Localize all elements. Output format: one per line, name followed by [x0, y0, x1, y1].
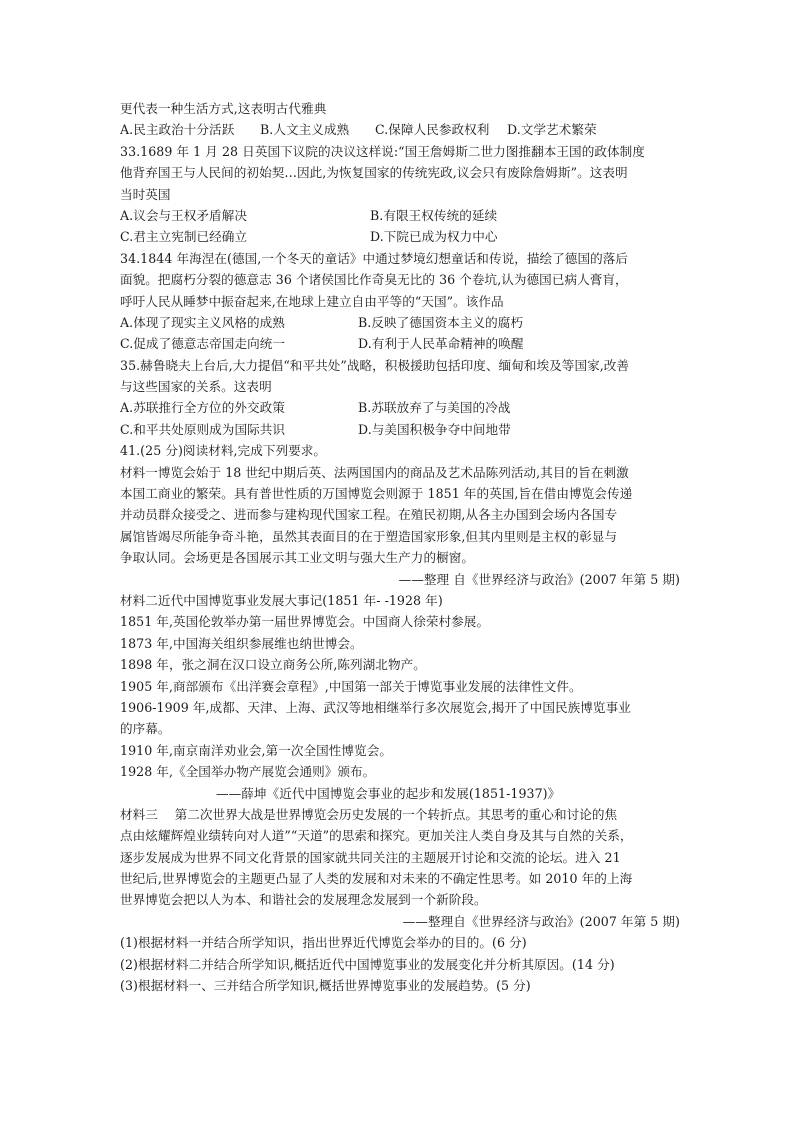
q33-stem: 33.1689 年 1 月 28 日英国下议院的决议这样说:“国王詹姆斯二世力图推翻本王国的政体制度 — [120, 143, 645, 159]
q33-options — [120, 205, 680, 226]
material-two-title: 材料二近代中国博览事业发展大事记(1851 年- -1928 年) — [120, 592, 443, 608]
material-three: 材料三 第二次世界大战是世界博览会历史发展的一个转折点。其思考的重心和讨论的焦 — [120, 806, 618, 822]
q35-option-c: C.和平共处原则成为国际共识 — [120, 421, 286, 437]
question-1: (1)根据材料一并结合所学知识，指出世界近代博览会举办的目的。(6 分) — [120, 935, 527, 951]
q32-option-c: C.保障人民参政权利 — [375, 122, 490, 138]
q35-options — [120, 419, 680, 440]
material-one: 属馆皆竭尽所能争奇斗艳，虽然其表面目的在于塑造国家形象,但其内里则是主权的彰显与 — [120, 528, 618, 544]
timeline-entry: 1928 年,《全国举办物产展览会通则》颁布。 — [120, 764, 376, 780]
q32-option-d: D.文学艺术繁荣 — [507, 122, 597, 138]
q33-option-c: C.君主立宪制已经确立 — [120, 229, 248, 245]
exam-page — [120, 98, 680, 996]
q32-options — [120, 119, 680, 140]
q33-stem: 他背弃国王与人民间的初始契…因此,为恢复国家的传统宪政,议会只有废除詹姆斯”。这表明 — [120, 165, 628, 181]
question-2: (2)根据材料二并结合所学知识,概括近代中国博览事业的发展变化并分析其原因。(14 分) — [120, 956, 615, 972]
q35-stem: 与这些国家的关系。这表明 — [120, 379, 272, 395]
q34-options — [120, 333, 680, 354]
q34-option-a: A.体现了现实主义风格的成熟 — [120, 314, 285, 330]
q34-stem: 呼吁人民从睡梦中振奋起来,在地球上建立自由平等的“天国”。该作品 — [120, 293, 504, 309]
q34-options — [120, 312, 680, 333]
timeline-entry: 1910 年,南京南洋劝业会,第一次全国性博览会。 — [120, 742, 392, 758]
q32-option-a: A.民主政治十分活跃 — [120, 122, 235, 138]
q35-stem: 35.赫鲁晓夫上台后,大力提倡“和平共处”战略，积极援助包括印度、缅甸和埃及等国家,改善 — [120, 357, 630, 373]
timeline-entry: 1873 年,中国海关组织参展维也纳世博会。 — [120, 635, 363, 651]
q34-option-c: C.促成了德意志帝国走向统一 — [120, 336, 286, 352]
timeline-entry: 1851 年,英国伦敦举办第一届世界博览会。中国商人徐荣村参展。 — [120, 614, 490, 630]
q33-stem: 当时英国 — [120, 186, 171, 202]
q35-option-d: D.与美国积极争夺中间地带 — [358, 421, 511, 437]
q41-heading: 41.(25 分)阅读材料,完成下列要求。 — [120, 443, 327, 459]
q32-option-b: B.人文主义成熟 — [260, 122, 350, 138]
q33-option-b: B.有限王权传统的延续 — [370, 207, 498, 223]
q33-option-d: D.下院已成为权力中心 — [370, 229, 498, 245]
material-three: 世界博览会把以人为本、和谐社会的发展理念发展到一个新阶段。 — [120, 892, 487, 908]
material-one-source: ——整理 自《世界经济与政治》(2007 年第 5 期) — [398, 571, 680, 587]
timeline-entry: 1905 年,商部颁布《出洋赛会章程》,中国第一部关于博览事业发展的法律性文件。 — [120, 678, 582, 694]
material-three: 点由炫耀辉煌业绩转向对人道”“天道”的思索和探究。更加关注人类自身及其与自然的关系， — [120, 828, 633, 844]
q34-stem: 34.1844 年海涅在(德国,一个冬天的童话》中通过梦境幻想童话和传说，描绘了德国的落后 — [120, 250, 629, 266]
q33-options — [120, 226, 680, 247]
material-one: 本国工商业的繁荣。具有普世性质的万国博览会则源于 1851 年的英国,旨在借由博览会传递 — [120, 486, 633, 502]
q33-option-a: A.议会与王权矛盾解决 — [120, 207, 247, 223]
question-3: (3)根据材料一、三并结合所学知识,概括世界博览事业的发展趋势。(5 分) — [120, 978, 531, 994]
material-three-source: ——整理自《世界经济与政治》(2007 年第 5 期) — [402, 913, 680, 929]
q35-option-a: A.苏联推行全方位的外交政策 — [120, 400, 285, 416]
q35-options — [120, 397, 680, 418]
material-one: 并动员群众接受之、进而参与建构现代国家工程。在殖民初期,从各主办国到会场内各国专 — [120, 507, 618, 523]
q34-option-d: D.有利于人民革命精神的唤醒 — [358, 336, 524, 352]
q32-stem-tail: 更代表一种生活方式,这表明古代雅典 — [120, 101, 327, 116]
material-one: 争取认同。会场更是各国展示其工业文明与强大生产力的橱窗。 — [120, 550, 475, 566]
q34-stem: 面貌。把腐朽分裂的德意志 36 个诸侯国比作奇臭无比的 36 个卷坑,认为德国已病人膏肓， — [120, 272, 628, 288]
timeline-entry: 的序幕。 — [120, 721, 171, 737]
q34-option-b: B.反映了德国资本主义的腐朽 — [358, 314, 524, 330]
material-two-source: ——薛坤《近代中国博览会事业的起步和发展(1851-1937)》 — [216, 785, 561, 801]
q35-option-b: B.苏联放弃了与美国的冷战 — [358, 400, 511, 416]
timeline-entry: 1898 年，张之洞在汉口设立商务公所,陈列湖北物产。 — [120, 657, 426, 673]
timeline-entry: 1906-1909 年,成都、天津、上海、武汉等地相继举行多次展览会,揭开了中国民族博览事业 — [120, 699, 631, 715]
material-three: 世纪后,世界博览会的主题更凸显了人类的发展和对未来的不确定性思考。如 2010 年的上海 — [120, 871, 633, 887]
material-three: 逐步发展成为世界不同文化背景的国家就共同关注的主题展开讨论和交流的论坛。进入 21 — [120, 849, 621, 865]
material-one: 材料一博览会始于 18 世纪中期后英、法两国国内的商品及艺术品陈列活动,其目的旨在刺激 — [120, 464, 629, 480]
